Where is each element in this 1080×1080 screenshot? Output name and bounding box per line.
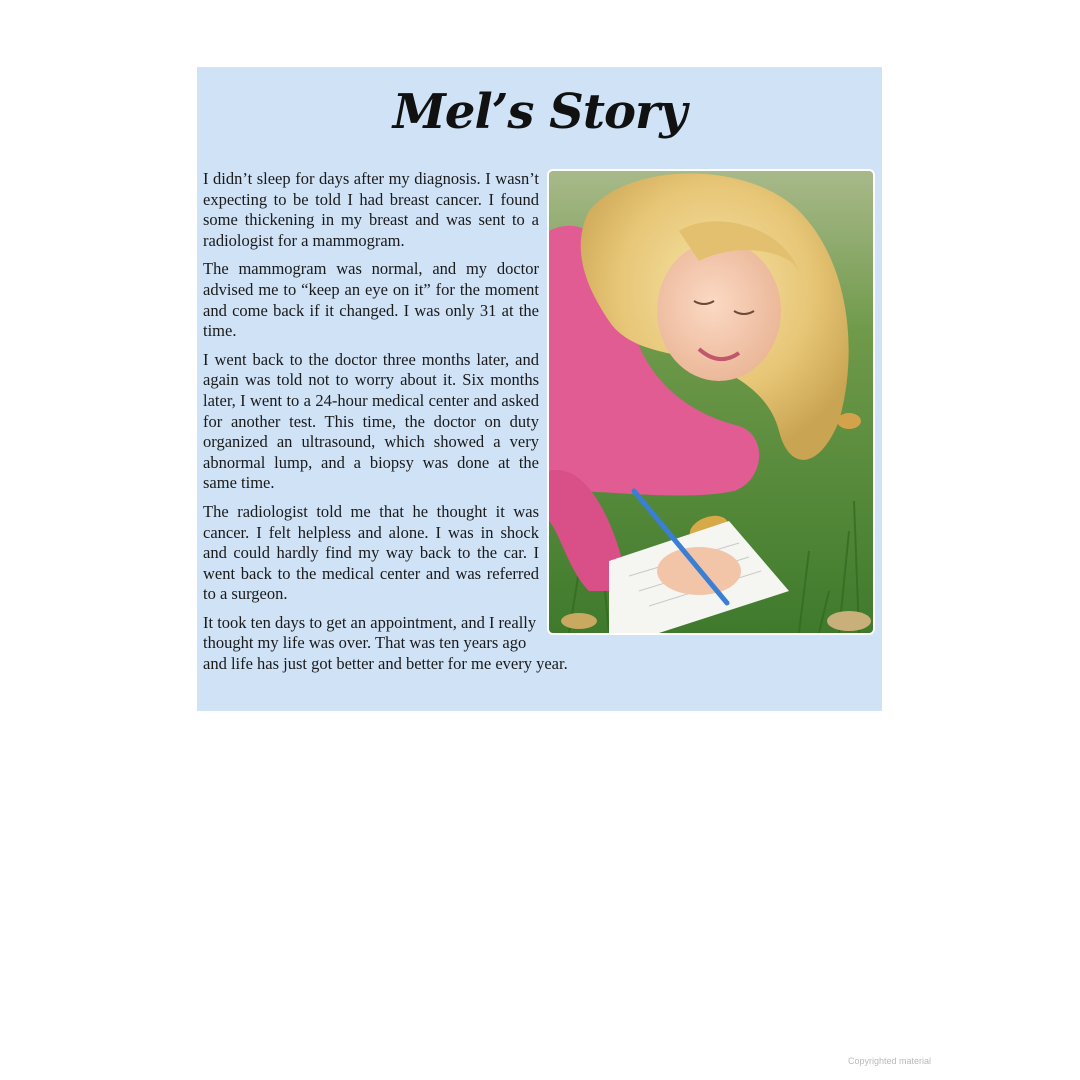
- story-paragraph: It took ten days to get an appointment, and I really thought my life was over. That was ten years ago and life has just got better and better for me every year.: [203, 612, 568, 674]
- story-title: Mel’s Story: [392, 84, 687, 140]
- copyright-watermark: Copyrighted material: [848, 1056, 932, 1066]
- story-paragraph: The radiologist told me that he thought it was cancer. I felt helpless and alone. I was in shock and could hardly find my way back to the car. I went back to the medical center and was referred to a surgeon.: [203, 501, 539, 604]
- story-paragraph: I didn’t sleep for days after my diagnosis. I wasn’t expecting to be told I had breast cancer. I found some thickening in my breast and was sent to a radiologist for a mammogram.: [203, 169, 539, 250]
- story-body: [203, 169, 875, 683]
- story-paragraph: I went back to the doctor three months later, and again was told not to worry about it. Six months later, I went to a 24-hour medical center and asked for another test. This time, the doctor on duty organized an ultrasound, which showed a very abnormal lump, and a biopsy was done at the same time.: [203, 349, 539, 493]
- story-panel: [197, 67, 882, 711]
- story-paragraph: The mammogram was normal, and my doctor advised me to “keep an eye on it” for the moment and come back if it changed. I was only 31 at the time.: [203, 259, 539, 341]
- woman-writing-photo: [547, 169, 875, 635]
